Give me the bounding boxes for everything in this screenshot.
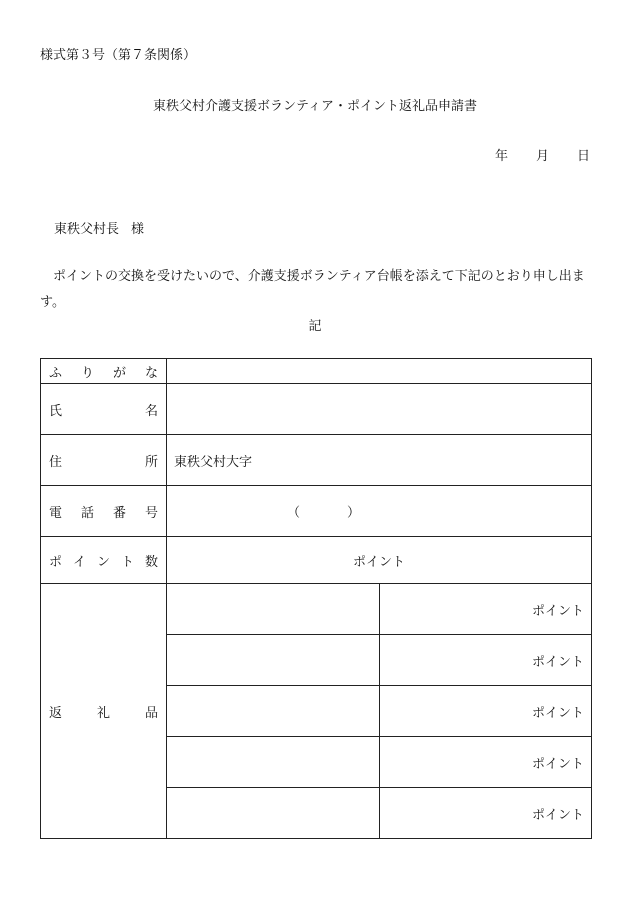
- label-gift: [41, 584, 167, 839]
- label-phone: [41, 486, 167, 537]
- gift-points-field[interactable]: [379, 635, 592, 686]
- ki-heading: 記: [308, 319, 322, 334]
- row-points: [41, 537, 592, 584]
- label-char: 氏: [49, 403, 63, 419]
- gift-item-field[interactable]: [167, 737, 380, 788]
- address-field[interactable]: [167, 435, 592, 486]
- application-form-table: [40, 358, 592, 839]
- addressee-honorific: 様: [131, 222, 145, 237]
- body-text: ポイントの交換を受けたいので、介護支援ボランティア台帳を添えて下記のとおり申し出ます。: [40, 269, 585, 310]
- date-line: [495, 145, 590, 164]
- label-address: [41, 435, 167, 486]
- label-char: 番: [112, 505, 126, 521]
- label-char: が: [112, 365, 126, 381]
- date-day: 日: [576, 149, 590, 164]
- row-furigana: [41, 359, 592, 384]
- gift-item-field[interactable]: [167, 788, 380, 839]
- label-char: 電: [49, 505, 63, 521]
- phone-paren-open: （: [287, 505, 301, 521]
- row-phone: [41, 486, 592, 537]
- label-char: な: [144, 365, 158, 381]
- gift-item-field[interactable]: [167, 584, 380, 635]
- label-char: 号: [144, 505, 158, 521]
- document-title: 東秩父村介護支援ボランティア・ポイント返礼品申請書: [153, 99, 477, 114]
- label-char: ト: [120, 554, 134, 570]
- label-char: 返: [49, 705, 63, 721]
- row-gift-1: [41, 584, 592, 635]
- gift-points-field[interactable]: [379, 788, 592, 839]
- label-char: 話: [80, 505, 94, 521]
- gift-item-field[interactable]: [167, 635, 380, 686]
- furigana-field[interactable]: [167, 359, 592, 384]
- label-furigana: [41, 359, 167, 384]
- label-char: ポ: [49, 554, 63, 570]
- label-char: 所: [144, 454, 158, 470]
- gift-points-unit: ポイント: [531, 756, 584, 772]
- gift-points-unit: ポイント: [531, 807, 584, 823]
- gift-points-field[interactable]: [379, 737, 592, 788]
- row-name: [41, 384, 592, 435]
- label-name: [41, 384, 167, 435]
- gift-points-field[interactable]: [379, 686, 592, 737]
- label-char: 品: [144, 705, 158, 721]
- date-year: 年: [494, 149, 508, 164]
- phone-field[interactable]: [167, 486, 592, 537]
- row-address: [41, 435, 592, 486]
- label-char: ン: [96, 554, 110, 570]
- form-id: 様式第３号（第７条関係）: [40, 48, 197, 63]
- label-char: 名: [144, 403, 158, 419]
- name-field[interactable]: [167, 384, 592, 435]
- label-char: り: [80, 365, 94, 381]
- gift-points-field[interactable]: [379, 584, 592, 635]
- gift-points-unit: ポイント: [531, 603, 584, 619]
- label-char: 礼: [96, 705, 110, 721]
- label-char: イ: [72, 554, 86, 570]
- label-char: 住: [49, 454, 63, 470]
- addressee-name: 東秩父村長: [54, 222, 120, 237]
- gift-points-unit: ポイント: [531, 654, 584, 670]
- gift-item-field[interactable]: [167, 686, 380, 737]
- date-month: 月: [535, 149, 549, 164]
- phone-paren-close: ）: [347, 505, 361, 521]
- label-char: 数: [144, 554, 158, 570]
- gift-points-unit: ポイント: [531, 705, 584, 721]
- addressee: [54, 218, 144, 237]
- points-unit: ポイント: [352, 554, 405, 570]
- label-char: ふ: [49, 365, 63, 381]
- label-points: [41, 537, 167, 584]
- address-prefix: 東秩父村大字: [174, 454, 253, 470]
- points-field[interactable]: [167, 537, 592, 584]
